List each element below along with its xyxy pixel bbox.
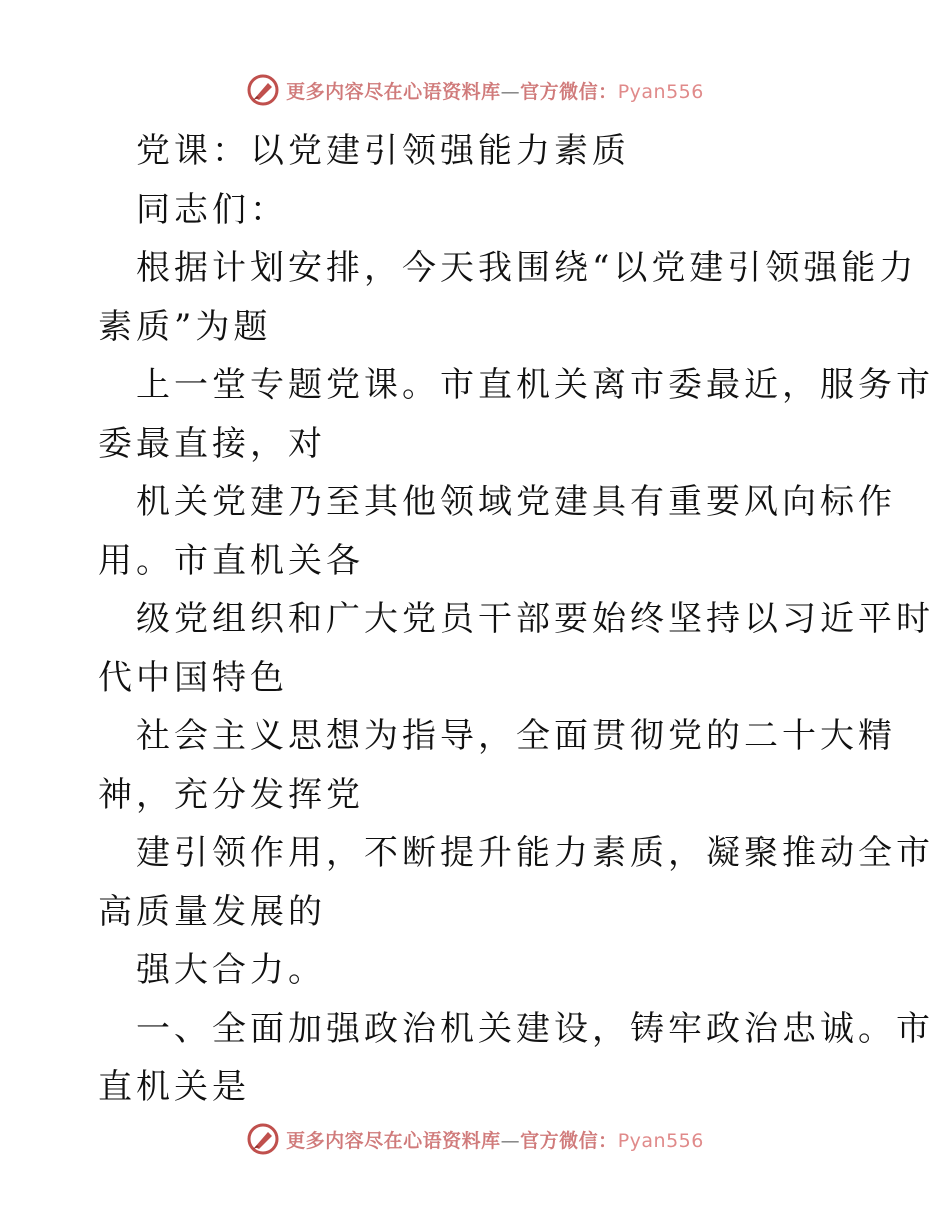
watermark-text: 更多内容尽在心语资料库—官方微信：Pyan556 xyxy=(286,1129,704,1152)
body-line: 委最直接，对 xyxy=(98,423,326,464)
watermark-footer xyxy=(0,1119,950,1159)
body-line: 机关党建乃至其他领域党建具有重要风向标作 xyxy=(136,482,896,522)
body-line: 级党组织和广大党员干部要始终坚持以习近平时 xyxy=(136,599,934,639)
body-text xyxy=(98,239,934,1117)
pen-nib-circle-icon xyxy=(246,73,280,107)
watermark-header xyxy=(0,70,950,110)
body-line: 强大合力。 xyxy=(136,950,326,990)
body-line: 根据计划安排，今天我围绕“以党建引领强能力 xyxy=(136,248,918,288)
body-line: 高质量发展的 xyxy=(98,891,326,932)
salutation: 同志们： xyxy=(136,189,288,230)
document-title: 党课：以党建引领强能力素质 xyxy=(136,131,630,171)
body-line: 社会主义思想为指导，全面贯彻党的二十大精 xyxy=(136,716,896,756)
document-body xyxy=(98,122,934,1117)
body-line: 上一堂专题党课。市直机关离市委最近，服务市 xyxy=(136,365,934,405)
body-line: 代中国特色 xyxy=(98,657,288,698)
body-line: 直机关是 xyxy=(98,1067,250,1107)
body-line: 一、全面加强政治机关建设，铸牢政治忠诚。市 xyxy=(136,1008,934,1049)
body-line: 建引领作用，不断提升能力素质，凝聚推动全市 xyxy=(136,833,934,873)
body-line: 神，充分发挥党 xyxy=(98,774,364,815)
pen-nib-circle-icon xyxy=(246,1122,280,1156)
body-line: 素质”为题 xyxy=(98,306,272,347)
body-line: 用。市直机关各 xyxy=(98,540,364,581)
watermark-text: 更多内容尽在心语资料库—官方微信：Pyan556 xyxy=(286,80,704,103)
